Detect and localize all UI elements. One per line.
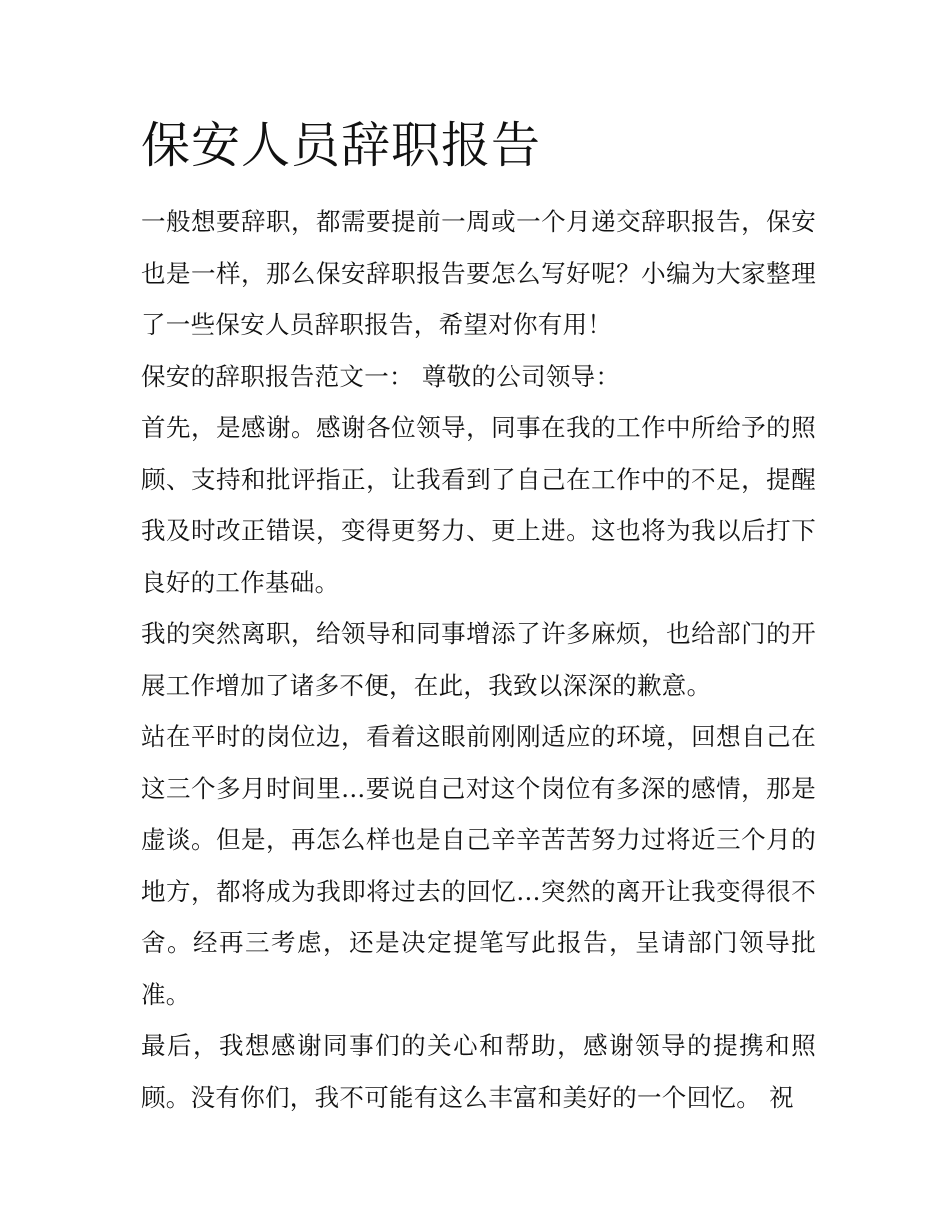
paragraph-intro: 一般想要辞职，都需要提前一周或一个月递交辞职报告，保安也是一样，那么保安辞职报告要怎么写好呢？小编为大家整理了一些保安人员辞职报告，希望对你有用！ [141,207,816,339]
paragraph-reflection: 站在平时的岗位边，看着这眼前刚刚适应的环境，回想自己在这三个多月时间里...要说自己对这个岗位有多深的感情，那是虚谈。但是，再怎么样也是自己辛辛苦苦努力过将近三个月的地方，都将成为我即将过去的回忆...突然的离开让我变得很不舍。经再三考虑，还是决定提笔写此报告，呈请部门领导批准。 [141,722,816,1009]
document-title: 保安人员辞职报告 [141,117,542,174]
paragraph-apology: 我的突然离职，给领导和同事增添了许多麻烦，也给部门的开展工作增加了诸多不便，在此，我致以深深的歉意。 [141,619,816,700]
paragraph-thanks: 首先，是感谢。感谢各位领导，同事在我的工作中所给予的照顾、支持和批评指正，让我看到了自己在工作中的不足，提醒我及时改正错误，变得更努力、更上进。这也将为我以后打下良好的工作基础。 [141,413,816,597]
paragraph-salutation: 保安的辞职报告范文一： 尊敬的公司领导： [141,361,621,391]
document-page [141,110,816,1123]
paragraph-closing: 最后，我想感谢同事们的关心和帮助，感谢领导的提携和照顾。没有你们，我不可能有这么丰富和美好的一个回忆。 祝 [141,1031,816,1112]
